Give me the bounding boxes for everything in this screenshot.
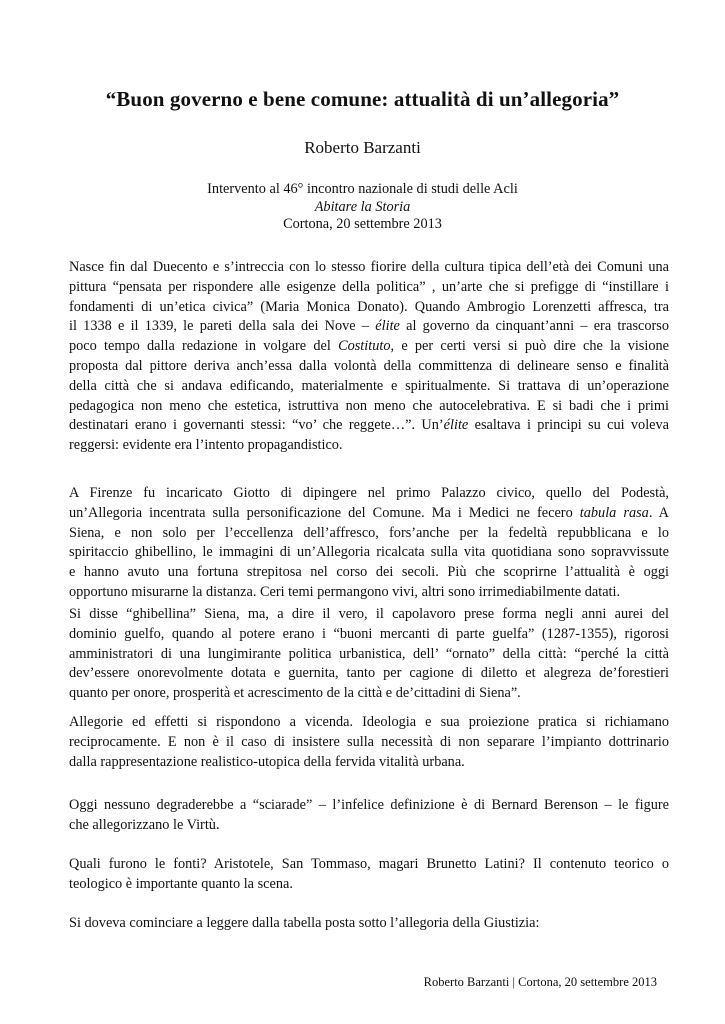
text-line: reciprocamente. E non è il caso di insistere sulla necessità di non separare l’impianto dottrinario <box>69 733 669 750</box>
event-theme: Abitare la Storia <box>314 198 411 215</box>
text-segment: al governo da cinquant’anni – era trascorso <box>399 318 670 335</box>
text-line: amministratori di una lungimirante politica urbanistica, dell’ “ornato” della città: “perché la città <box>69 645 669 662</box>
paragraph-4 <box>69 713 669 772</box>
text-line: A Firenze fu incaricato Giotto di dipingere nel primo Palazzo civico, quello del Podestà, <box>69 485 669 501</box>
text-line: Si disse “ghibellina” Siena, ma, a dire il vero, il capolavoro prese forma negli anni aurei del <box>69 606 669 622</box>
event-info <box>0 181 725 234</box>
document-author: Roberto Barzanti <box>304 138 421 157</box>
text-segment: . A <box>648 504 669 521</box>
paragraph-3 <box>69 605 669 704</box>
text-segment: poco tempo dalla redazione in volgare del <box>69 338 339 355</box>
text-segment: esaltava i principi su cui voleva <box>468 417 669 434</box>
italic-term: élite <box>443 417 469 434</box>
text-line: Nasce fin dal Duecento e s’intreccia con lo stesso fiorire della cultura tipica dell’età dei Comuni una <box>69 259 669 275</box>
text-line: pedagogica non meno che estetica, istruttiva non meno che autocelebrativa. E si badi che i primi <box>69 397 669 414</box>
text-line: teologico è importante quanto la scena. <box>69 875 293 892</box>
text-line: Allegorie ed effetti si rispondono a vicenda. Ideologia e sua proiezione pratica si richiamano <box>69 714 669 730</box>
paragraph-2 <box>69 484 669 603</box>
paragraph-5 <box>69 796 669 836</box>
italic-term: tabula rasa <box>579 504 649 521</box>
text-line: Si doveva cominciare a leggere dalla tabella posta sotto l’allegoria della Giustizia: <box>69 915 540 931</box>
text-line: reggersi: evidente era l’intento propagandistico. <box>69 437 343 454</box>
paragraph-7 <box>69 914 669 934</box>
text-line: che allegorizzano le Virtù. <box>69 816 220 833</box>
text-segment: un’Allegoria incentrata sulla personificazione del Comune. Ma i Medici ne fecero <box>69 504 580 521</box>
text-line: proposta dal pittore deriva anch’essa dalla volontà della committenza di delineare senso e finalità <box>69 357 669 374</box>
text-line <box>69 416 669 436</box>
text-segment: , e per certi versi si può dire che la visione <box>390 338 669 355</box>
paragraph-6 <box>69 855 669 895</box>
text-line: Quali furono le fonti? Aristotele, San Tommaso, magari Brunetto Latini? Il contenuto teorico o <box>69 856 669 872</box>
text-segment: destinatari erano i governanti stessi: “vo’ che reggete…”. Un’ <box>69 417 444 434</box>
text-line <box>69 337 669 357</box>
document-title: “Buon governo e bene comune: attualità di un’allegoria” <box>105 87 620 111</box>
text-line: Oggi nessuno degraderebbe a “sciarade” – l’infelice definizione è di Bernard Berenson – le figure <box>69 797 669 813</box>
text-line: quanto per onore, prosperità et acrescimento de la città e de’cittadini di Siena”. <box>69 685 521 702</box>
text-line: spiritaccio ghibellino, le immagini di un’Allegoria ricalcata sulla vita quotidiana sono sopravvissute <box>69 544 669 561</box>
text-line: e hanno avuto una fortuna strepitosa nel corso dei secoli. Più che scoprirne l’attualità è oggi <box>69 564 669 581</box>
text-line: opportuno misurarne la distanza. Ceri temi permangono vivi, altri sono irrimediabilmente datati. <box>69 583 621 600</box>
text-line <box>69 317 669 337</box>
page-footer: Roberto Barzanti | Cortona, 20 settembre 2013 <box>423 975 657 989</box>
event-place-date: Cortona, 20 settembre 2013 <box>283 216 442 232</box>
text-line: pittura “pensata per rispondere alle esigenze della politica” , un’arte che si prefigge di “instillare i <box>69 278 669 295</box>
text-line: dominio guelfo, quando al potere erano i “buoni mercanti di parte guelfa” (1287-1355), rigorosi <box>69 625 669 642</box>
paragraph-1 <box>69 258 669 456</box>
text-line: fondamenti di un’etica civica” (Maria Monica Donato). Quando Ambrogio Lorenzetti affresca, tra <box>69 298 669 315</box>
text-line: dalla rappresentazione realistico-utopica della fervida vitalità urbana. <box>69 753 465 770</box>
text-segment: il 1338 e il 1339, le pareti della sala dei Nove – <box>69 318 376 335</box>
text-line: dev’essere onorevolmente dotata e guernita, tanto per cagione di diletto et alegreza de’forestieri <box>69 665 669 682</box>
italic-term: Costituto <box>338 338 391 355</box>
italic-term: élite <box>375 318 400 335</box>
text-line <box>69 504 669 524</box>
text-line: Siena, e non solo per l’eccellenza dell’affresco, fors’anche per la fedeltà repubblicana e lo <box>69 524 669 541</box>
event-line: Intervento al 46° incontro nazionale di studi delle Acli <box>207 181 518 197</box>
text-line: della città che si andava edificando, materialmente e spiritualmente. Si trattava di un’operazione <box>69 377 669 394</box>
